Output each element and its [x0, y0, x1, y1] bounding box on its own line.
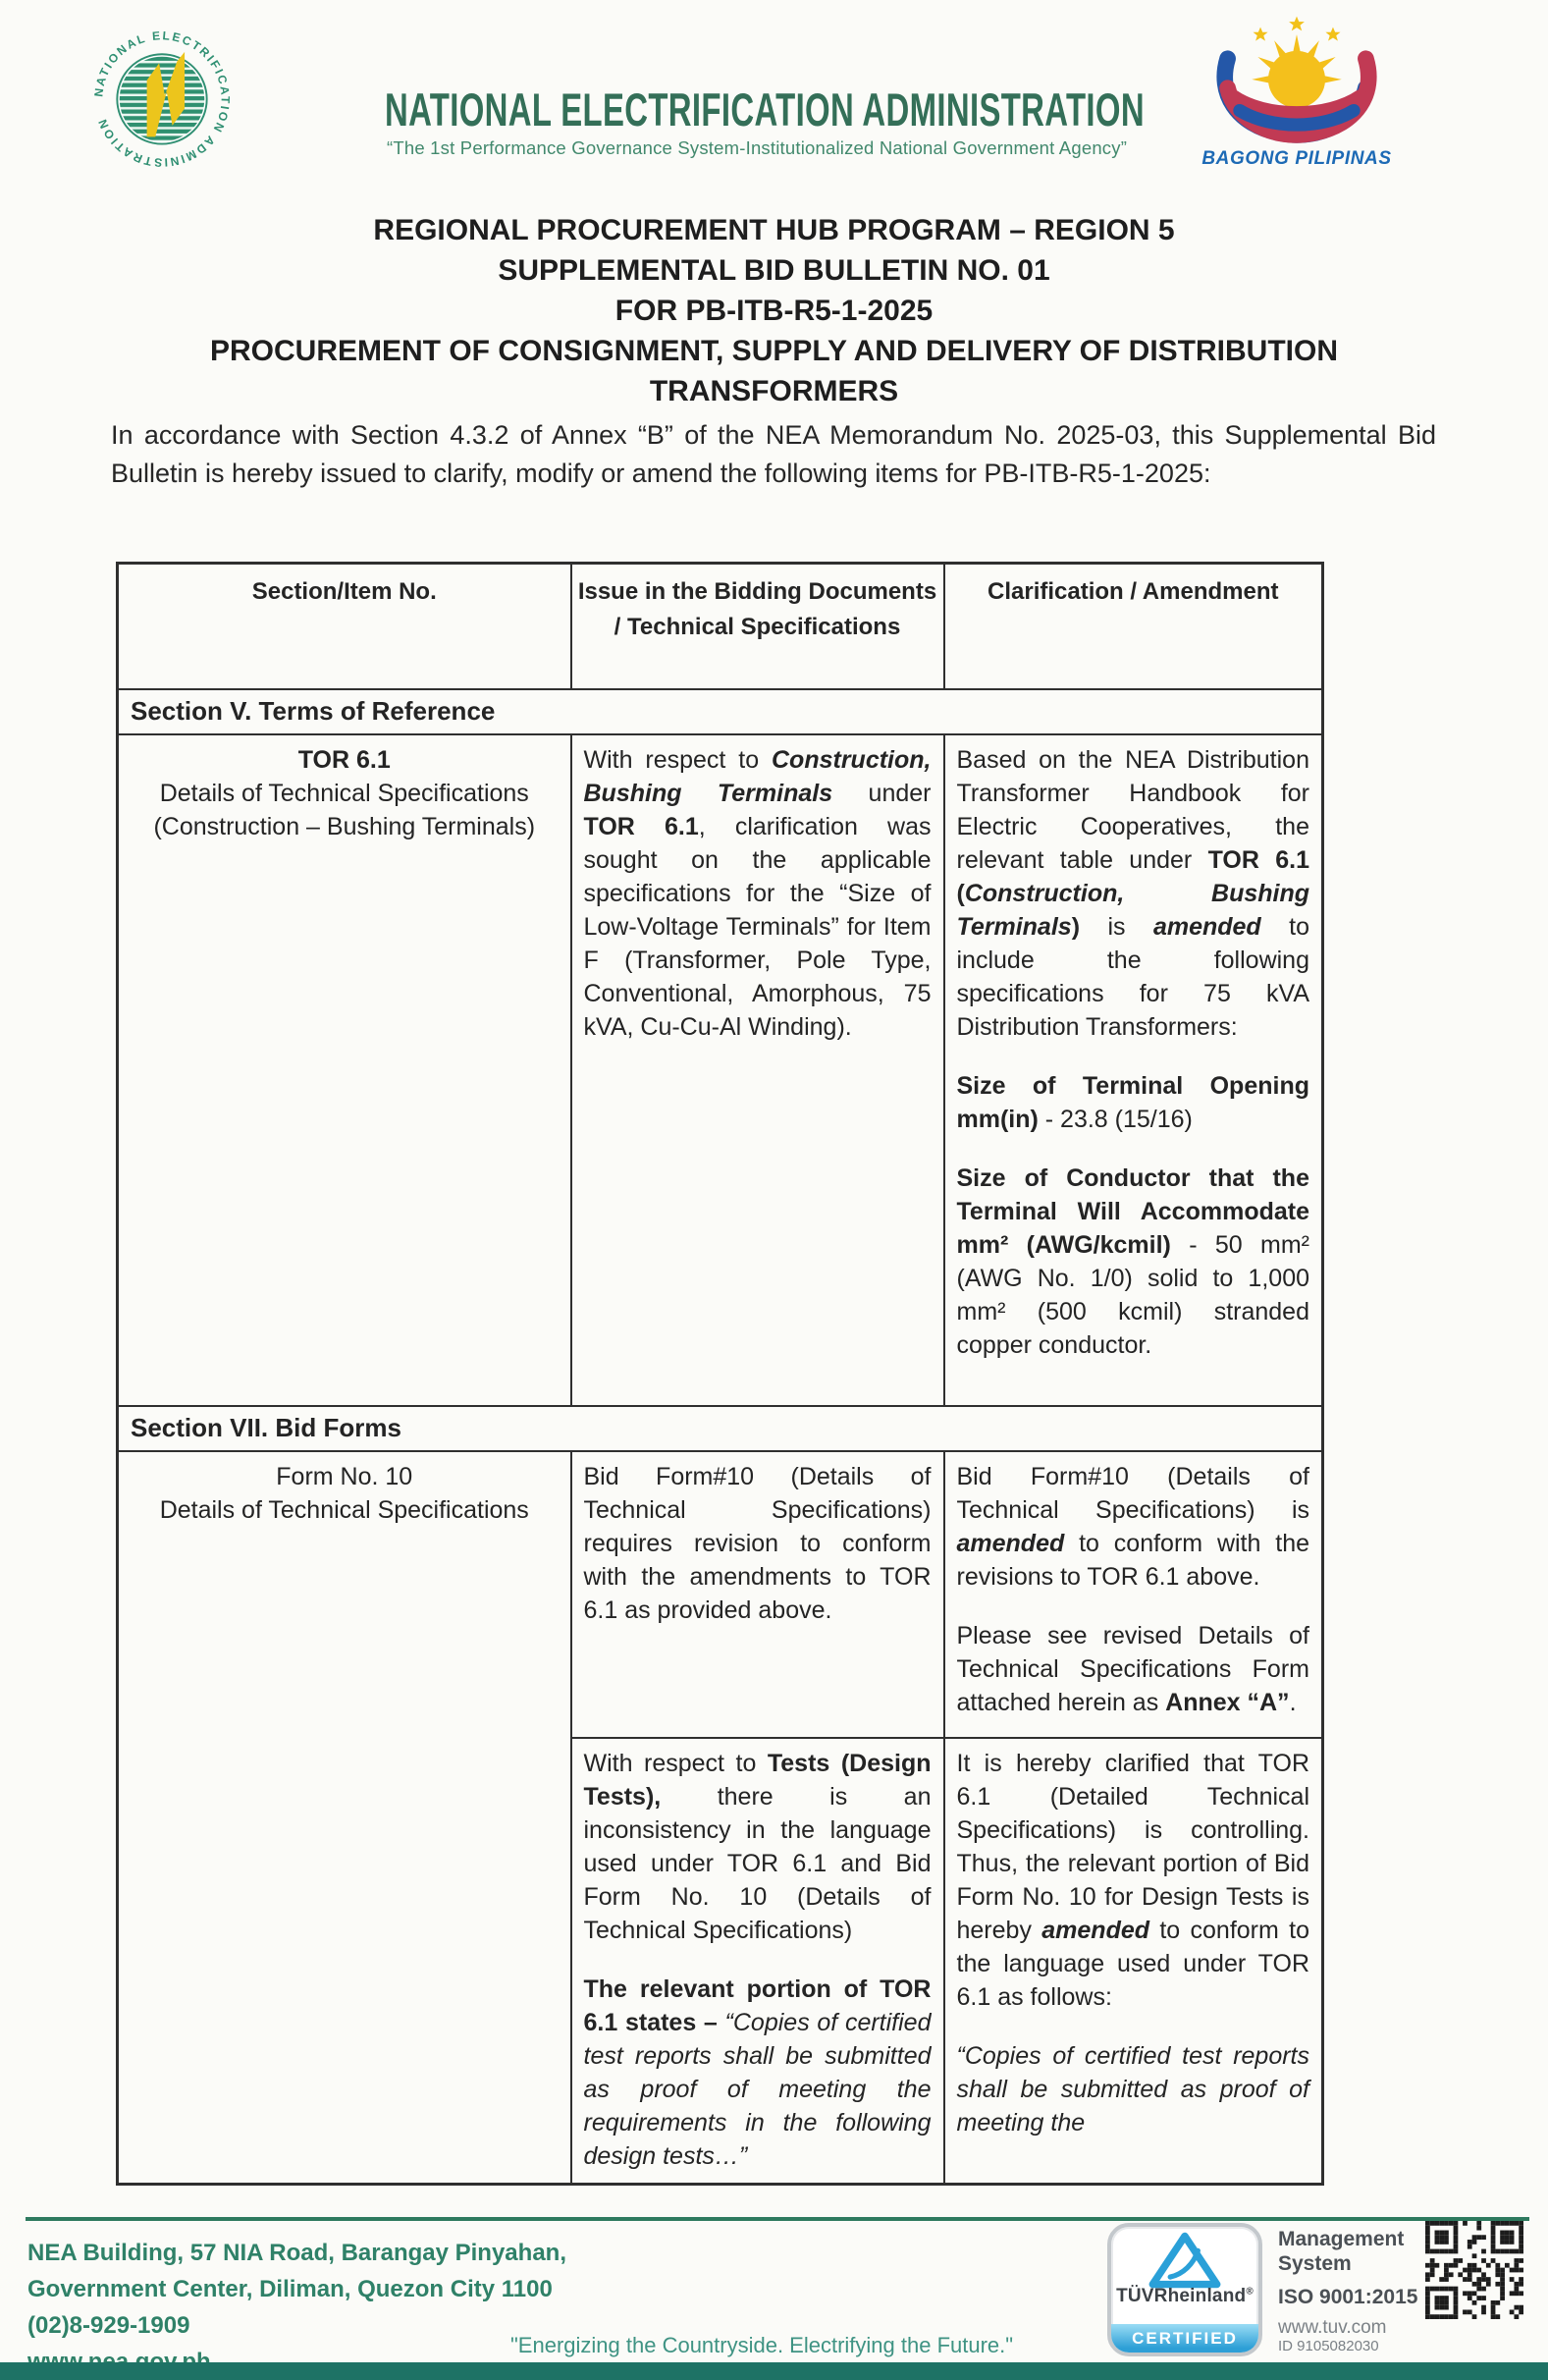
intro-paragraph: In accordance with Section 4.3.2 of Annex “B” of the NEA Memorandum No. 2025-03, this Supplemental Bid Bulletin is hereby issued to clarify, modify or amend the following items for PB-ITB-R5-1-2025: — [111, 420, 1436, 488]
cell-form10-clarification: Bid Form#10 (Details of Technical Specifications) is amended to conform with the revisions to TOR 6.1 above. Please see revised Details of Technical Specifications Form attached herein as Annex “A”. — [944, 1451, 1323, 1738]
title-line: SUPPLEMENTAL BID BULLETIN NO. 01 — [498, 254, 1050, 287]
section-row-bid-forms — [118, 1406, 1323, 1451]
bottom-bar — [0, 2362, 1548, 2380]
col-header-section-item: Section/Item No. — [118, 564, 571, 689]
cell-tor61-clarification: Based on the NEA Distribution Transformer Handbook for Electric Cooperatives, the relevant table under TOR 6.1 (Construction, Bushing Terminals) is amended to include the following specifications for 75 kVA Distribution Transformers: Size of Terminal Opening mm(in) - 23.8 (15/16) Size of Conductor that the Terminal Will Accommodate mm² (AWG/kcmil) - 50 mm² (AWG No. 1/0) solid to 1,000 mm² (500 kcmil) stranded copper conductor. — [944, 734, 1323, 1406]
tuv-certified-label: CERTIFIED — [1111, 2324, 1258, 2353]
title-line: REGIONAL PROCUREMENT HUB PROGRAM – REGION 5 — [373, 214, 1175, 246]
footer-tagline: "Energizing the Countryside. Electrifying the Future." — [510, 2333, 1014, 2357]
tuv-brand-text: TÜVRheinland — [1116, 2286, 1247, 2306]
table-header-row — [118, 564, 1323, 689]
tuv-url: www.tuv.com — [1278, 2317, 1387, 2338]
management-line: Management — [1278, 2228, 1405, 2250]
nea-seal-logo — [88, 24, 236, 171]
tuv-meta — [1278, 2317, 1387, 2355]
address-line: NEA Building, 57 NIA Road, Barangay Pinyahan, — [27, 2240, 566, 2266]
title-line: PROCUREMENT OF CONSIGNMENT, SUPPLY AND DELIVERY OF DISTRIBUTION TRANSFORMERS — [210, 335, 1338, 407]
table-row-form10 — [118, 1451, 1323, 1738]
footer-address — [27, 2235, 566, 2380]
tuv-certified-badge — [1107, 2223, 1262, 2356]
address-line: Government Center, Diliman, Quezon City 1100 — [27, 2276, 553, 2302]
agency-name: NATIONAL ELECTRIFICATION ADMINISTRATION — [385, 83, 1145, 135]
bagong-pilipinas-label: BAGONG PILIPINAS — [1201, 148, 1392, 169]
footer-divider — [26, 2217, 1529, 2221]
registered-mark: ® — [1246, 2286, 1254, 2298]
tuv-triangle-icon — [1145, 2232, 1225, 2289]
address-line: (02)8-929-1909 — [27, 2312, 190, 2339]
col-header-clarification: Clarification / Amendment — [944, 564, 1323, 689]
page-title — [166, 210, 1383, 411]
cell-tor61-issue: With respect to Construction, Bushing Terminals under TOR 6.1, clarification was sought on the applicable specifications for the “Size of Low-Voltage Terminals” for Item F (Transformer, Pole Type, Conventional, Amorphous, 75 kVA, Cu-Cu-Al Winding). — [571, 734, 944, 1406]
iso-label: ISO 9001:2015 — [1278, 2286, 1418, 2308]
qr-code-icon — [1425, 2221, 1523, 2319]
tuv-brand-label — [1111, 2286, 1258, 2307]
cell-form10-item: Form No. 10 Details of Technical Specifications — [118, 1451, 571, 2185]
tuv-id: ID 9105082030 — [1278, 2338, 1379, 2354]
cell-form10-issue: Bid Form#10 (Details of Technical Specifications) requires revision to conform with the amendments to TOR 6.1 as provided above. — [571, 1451, 944, 1738]
agency-tagline: “The 1st Performance Governance System-Institutionalized National Government Agency” — [387, 137, 1128, 158]
table-row-tor61 — [118, 734, 1323, 1406]
amendments-table — [116, 562, 1324, 2186]
section-vii-label: Section VII. Bid Forms — [118, 1406, 1323, 1451]
sun-icon — [1252, 34, 1342, 108]
title-line: FOR PB-ITB-R5-1-2025 — [614, 295, 934, 327]
bagong-pilipinas-emblem — [1167, 14, 1426, 143]
management-system-label — [1278, 2227, 1417, 2309]
col-header-issue: Issue in the Bidding Documents / Technical Specifications — [571, 564, 944, 689]
cell-design-tests-clarification: It is hereby clarified that TOR 6.1 (Detailed Technical Specifications) is controlling. Thus, the relevant portion of Bid Form No. 10 for Design Tests is hereby amended to conform to the language used under TOR 6.1 as follows: “Copies of certified test reports shall be submitted as proof of meeting the — [944, 1738, 1323, 2185]
section-row-terms-of-reference — [118, 689, 1323, 734]
section-v-label: Section V. Terms of Reference — [118, 689, 1323, 734]
cell-design-tests-issue: With respect to Tests (Design Tests), there is an inconsistency in the language used under TOR 6.1 and Bid Form No. 10 (Details of Technical Specifications) The relevant portion of TOR 6.1 states – “Copies of certified test reports shall be submitted as proof of meeting the requirements in the following design tests…” — [571, 1738, 944, 2185]
system-line: System — [1278, 2252, 1352, 2275]
bagong-pilipinas-logo — [1166, 14, 1427, 170]
seal-ring-text: NATIONAL ELECTRIFICATION ADMINISTRATION — [91, 28, 233, 170]
cell-tor61-item: TOR 6.1 Details of Technical Specifications (Construction – Bushing Terminals) — [118, 734, 571, 1406]
